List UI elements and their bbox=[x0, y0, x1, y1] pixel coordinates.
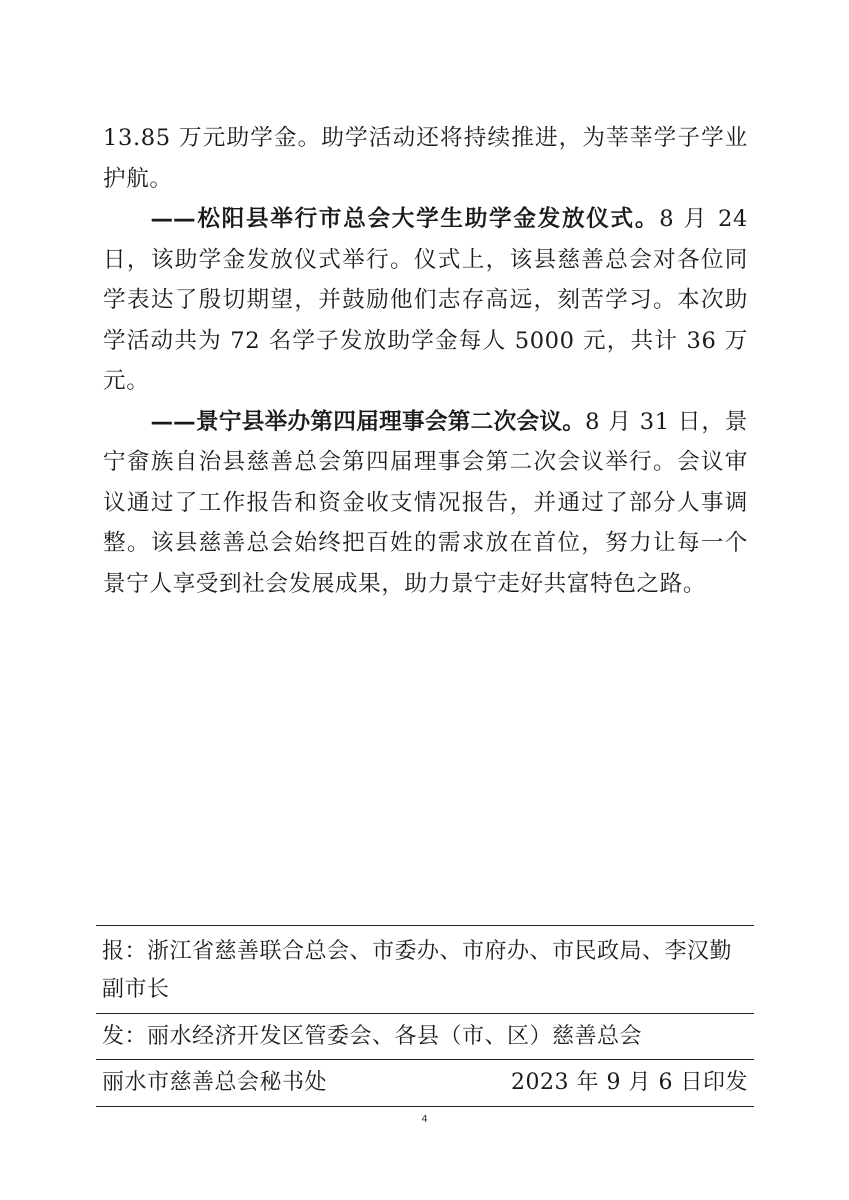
body-text bbox=[103, 118, 748, 604]
footer-bottom-rule bbox=[96, 1106, 754, 1107]
issuer-name: 丽水市慈善总会秘书处 bbox=[102, 1070, 328, 1095]
paragraph-text: 8 月 24 日，该助学金发放仪式举行。仪式上，该县慈善总会对各位同学表达了殷切期望，并鼓励他们志存高远，刻苦学习。本次助学活动共为 72 名学子发放助学金每人 5000 元，共计 36 万元。 bbox=[103, 206, 749, 394]
paragraph-jingning bbox=[103, 402, 748, 605]
paragraph-songyang bbox=[103, 199, 748, 402]
issuer-row bbox=[96, 1060, 754, 1106]
page-number: 4 bbox=[421, 1114, 428, 1125]
distribution-footer bbox=[96, 925, 754, 1107]
paragraph-text: 13.85 万元助学金。助学活动还将持续推进，为莘莘学子学业护航。 bbox=[103, 125, 748, 192]
issue-date: 2023 年 9 月 6 日印发 bbox=[511, 1070, 748, 1095]
paragraph-continuation bbox=[103, 118, 748, 199]
paragraph-text: 8 月 31 日，景宁畲族自治县慈善总会第四届理事会第二次会议举行。会议审议通过了工作报告和资金收支情况报告，并通过了部分人事调整。该县慈善总会始终把百姓的需求放在首位，努力让每一个景宁人享受到社会发展成果，助力景宁走好共富特色之路。 bbox=[103, 408, 749, 597]
paragraph-lead-heading: ——景宁县举办第四届理事会第二次会议。 bbox=[150, 408, 586, 435]
send-to-line: 发：丽水经济开发区管委会、各县（市、区）慈善总会 bbox=[102, 1024, 643, 1049]
paragraph-lead-heading: ——松阳县举行市总会大学生助学金发放仪式。 bbox=[150, 206, 660, 232]
report-to-line: 报：浙江省慈善联合总会、市委办、市府办、市民政局、李汉勤副市长 bbox=[102, 939, 733, 1002]
